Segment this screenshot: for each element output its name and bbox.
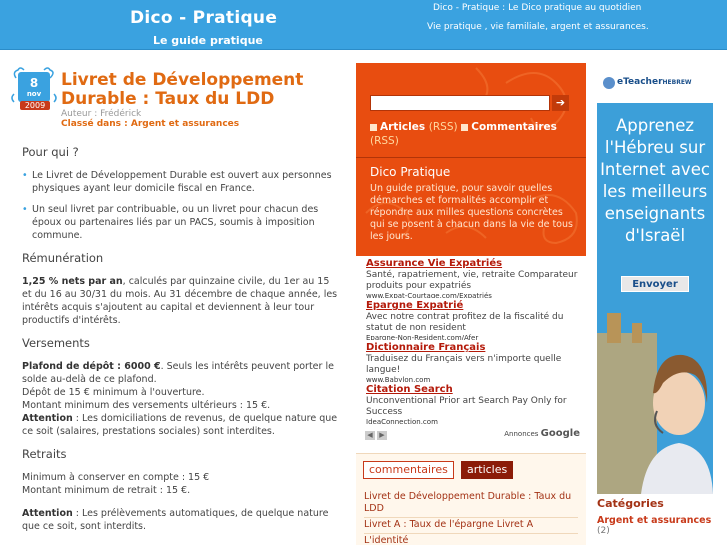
- google-logo-icon: Google: [540, 428, 580, 439]
- heading-pour-qui: Pour qui ?: [22, 145, 79, 159]
- ads-by-google[interactable]: [504, 428, 580, 439]
- ad-text: Unconventional Prior art Search Pay Only for Success: [366, 396, 567, 417]
- sidebar-box-description: Un guide pratique, pour savoir quelles démarches et formalités accomplir et répondre aux milles questions concrètes qui se posent à chacun dans la vie de tous les jours.: [370, 183, 573, 242]
- ads-nav: [365, 429, 389, 440]
- logo-name: eTeacher: [617, 77, 663, 87]
- eteacher-headline: Apprenez l'Hébreu sur Internet avec les meilleurs enseignants d'Israël: [600, 116, 710, 245]
- ad-item[interactable]: [362, 300, 584, 340]
- ads-footer: [362, 428, 584, 440]
- versements-paragraph: [22, 360, 340, 438]
- feed-icon: [370, 124, 377, 131]
- site-subtitle: Le guide pratique: [153, 34, 263, 47]
- retraits-attention-paragraph: [22, 507, 340, 533]
- heading-versements: Versements: [22, 336, 90, 350]
- eteacher-ad[interactable]: [597, 63, 713, 494]
- retraits-text2: Montant minimum de retrait : 15 €.: [22, 485, 191, 496]
- ad-item[interactable]: [362, 258, 584, 298]
- articles-rss-link[interactable]: (RSS): [428, 121, 458, 133]
- rate-highlight: 1,25 % nets par an: [22, 276, 123, 287]
- versements-text1: . Seuls les intérêts peuvent porter le solde au-delà de ce plafond.: [22, 361, 334, 385]
- site-title[interactable]: Dico - Pratique: [130, 8, 278, 28]
- post-date-month: nov: [26, 90, 42, 98]
- ad-item[interactable]: [362, 342, 584, 382]
- ad-url[interactable]: Epargne-Non-Resident.com/Afer: [366, 334, 479, 340]
- ad-item[interactable]: [362, 384, 584, 424]
- versements-text4: : Les domiciliations de revenus, de quelque nature que ce soit (salaires, prestations sociales) sont interdites.: [22, 413, 338, 437]
- retraits-text3: : Les prélèvements automatiques, de quelque nature que ce soit, sont interdits.: [22, 508, 329, 532]
- eligibility-list: [22, 169, 340, 242]
- ad-text: Avec notre contrat profitez de la fiscalité du statut de non resident: [366, 312, 564, 333]
- remuneration-paragraph: [22, 275, 340, 327]
- site-header: [0, 0, 727, 50]
- attention-label: Attention: [22, 508, 73, 519]
- google-ads: [362, 258, 584, 441]
- tab-comments[interactable]: commentaires: [363, 461, 454, 479]
- comments-link[interactable]: Commentaires: [471, 121, 557, 133]
- retraits-text1: Minimum à conserver en compte : 15 €: [22, 472, 210, 483]
- eteacher-logo: [597, 63, 713, 103]
- tab-articles[interactable]: articles: [461, 461, 513, 479]
- retraits-paragraph: [22, 471, 340, 497]
- tabs-box: [356, 453, 586, 545]
- ads-by-label: Annonces: [504, 430, 539, 438]
- list-item[interactable]: L'identité: [364, 534, 578, 545]
- sidebar-orange-box: [356, 63, 586, 256]
- post-category-label: Classé dans :: [61, 119, 131, 129]
- ad-title[interactable]: Citation Search: [366, 384, 453, 395]
- ad-title[interactable]: Dictionnaire Français: [366, 342, 486, 353]
- search-input[interactable]: [370, 95, 550, 111]
- eteacher-logo-text: [617, 77, 692, 87]
- tagline-line2: Vie pratique , vie familiale, argent et assurances.: [427, 22, 649, 32]
- categories: [597, 497, 713, 536]
- categories-title: Catégories: [597, 497, 664, 510]
- ad-url[interactable]: IdeaConnection.com: [366, 418, 438, 424]
- heading-retraits: Retraits: [22, 447, 67, 461]
- list-item: • Un seul livret par contribuable, ou un livret pour chacun des époux ou partenaires liés par un PACS, soumis à imposition commune.: [22, 203, 340, 242]
- post-category: [61, 119, 239, 129]
- versements-text3: Montant minimum des versements ultérieurs : 15 €.: [22, 400, 271, 411]
- category-link[interactable]: Argent et assurances: [597, 515, 712, 526]
- post-date-year: 2009: [20, 101, 50, 110]
- globe-icon: [603, 77, 615, 89]
- sidebar-box-title: Dico Pratique: [370, 165, 451, 179]
- post-author: Auteur : Frédérick: [61, 109, 142, 119]
- tagline-line1: Dico - Pratique : Le Dico pratique au quotidien: [433, 3, 642, 13]
- post-category-link[interactable]: Argent et assurances: [130, 119, 240, 129]
- feed-icon: [461, 124, 468, 131]
- attention-label: Attention: [22, 413, 73, 424]
- ads-next-icon[interactable]: ▶: [377, 431, 387, 440]
- teacher-photo-icon: [597, 303, 713, 494]
- ads-prev-icon[interactable]: ◀: [365, 431, 375, 440]
- post-content: [22, 146, 340, 543]
- list-item[interactable]: Livret de Développement Durable : Taux du LDD: [364, 490, 578, 518]
- remuneration-text: , calculés par quinzaine civile, du 1er au 15 et du 16 au 30/31 du mois. Au 31 décembre de chaque année, les intérêts acquis s'ajoutent au capital et deviennent à leur tour productifs d'intérêts.: [22, 276, 338, 326]
- ad-title[interactable]: Epargne Expatrié: [366, 300, 464, 311]
- rss-links: [370, 120, 580, 148]
- category-count: (2): [597, 526, 610, 536]
- list-item: • Le Livret de Développement Durable est ouvert aux personnes physiques ayant leur domicile fiscal en France.: [22, 169, 340, 195]
- plafond-highlight: Plafond de dépôt : 6000 €: [22, 361, 161, 372]
- list-item[interactable]: Livret A : Taux de l'épargne Livret A: [364, 518, 578, 534]
- post-date-day: 8: [29, 76, 39, 90]
- post-title[interactable]: Livret de Développement Durable : Taux du LDD: [61, 70, 304, 109]
- ad-text: Santé, rapatriement, vie, retraite Comparateur produits pour expatriés: [366, 270, 578, 291]
- ad-url[interactable]: www.Babylon.com: [366, 376, 431, 382]
- versements-text2: Dépôt de 15 € minimum à l'ouverture.: [22, 387, 205, 398]
- ad-url[interactable]: www.Expat-Courtage.com/Expatriés: [366, 292, 492, 298]
- heading-remuneration: Rémunération: [22, 251, 104, 265]
- envoyer-button[interactable]: Envoyer: [621, 276, 689, 292]
- ad-title[interactable]: Assurance Vie Expatriés: [366, 258, 503, 269]
- divider: [356, 157, 586, 158]
- comments-rss-link[interactable]: (RSS): [370, 135, 399, 147]
- articles-link[interactable]: Articles: [380, 121, 426, 133]
- recent-articles-list: [364, 490, 578, 545]
- ad-text: Traduisez du Français vers n'importe quelle langue!: [366, 354, 562, 375]
- search-button[interactable]: ➔: [552, 95, 569, 111]
- logo-sub: HEBREW: [662, 79, 692, 86]
